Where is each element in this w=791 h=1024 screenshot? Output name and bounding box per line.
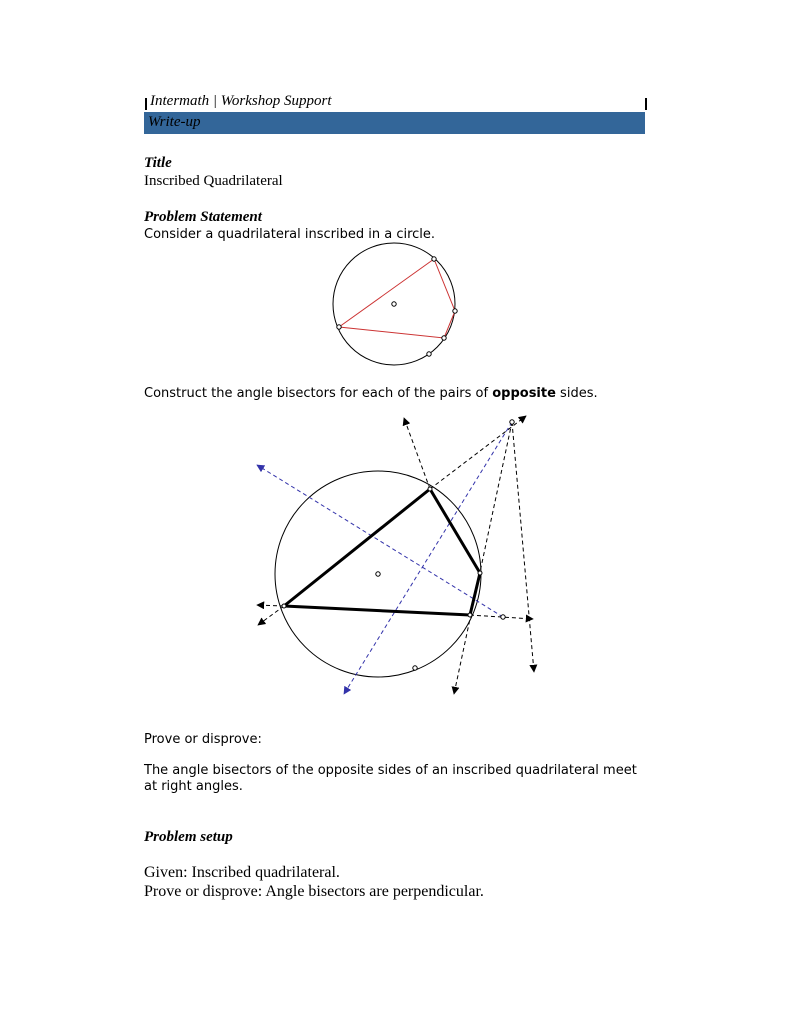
intersection-right	[501, 615, 505, 619]
large-center-point	[376, 572, 380, 576]
setup-heading: Problem setup	[144, 829, 233, 845]
large-vertex-b	[428, 487, 432, 491]
large-quadrilateral	[284, 489, 480, 615]
problem-heading: Problem Statement	[144, 209, 262, 225]
intersection-top	[510, 420, 514, 424]
large-vertex-a	[282, 604, 286, 608]
claim-line-1: The angle bisectors of the opposite sides of an inscribed quadrilateral meet	[144, 763, 637, 778]
dashed-line-left-down	[258, 606, 284, 625]
claim-line-2: at right angles.	[144, 779, 243, 794]
dashed-line-right-apex-down	[454, 422, 512, 694]
dashed-line-right-apex-to-corner	[512, 422, 534, 672]
title-text: Inscribed Quadrilateral	[144, 173, 283, 189]
dashed-line-top-to-right-apex	[430, 416, 526, 489]
blue-bisector-upper	[257, 465, 503, 617]
construct-text-bold: opposite	[492, 386, 556, 401]
construct-text-after: sides.	[555, 386, 598, 401]
problem-text: Consider a quadrilateral inscribed in a circle.	[144, 227, 436, 242]
large-circle-point	[413, 666, 417, 670]
banner-label: Write-up	[148, 114, 201, 130]
large-vertex-d	[468, 613, 472, 617]
blue-bisector-lower	[344, 422, 512, 694]
given-text: Given: Inscribed quadrilateral.	[144, 864, 340, 881]
prove-label: Prove or disprove:	[144, 732, 262, 747]
large-vertex-c	[478, 571, 482, 575]
page-header-title: Intermath | Workshop Support	[150, 93, 332, 109]
prove-text: Prove or disprove: Angle bisectors are perpendicular.	[144, 883, 484, 900]
construct-text-before: Construct the angle bisectors for each of the pairs of	[144, 386, 493, 401]
title-heading: Title	[144, 155, 172, 171]
